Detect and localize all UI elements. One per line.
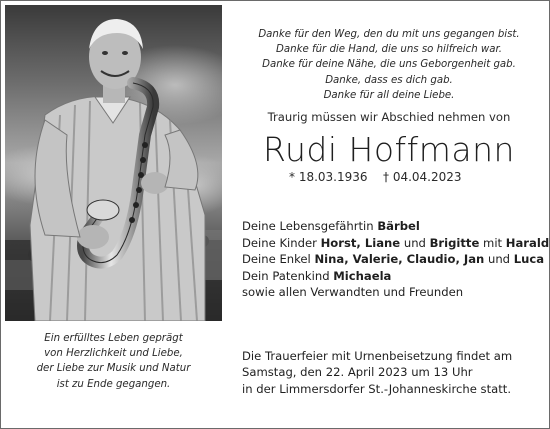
mourner-name: Horst, Liane: [320, 235, 401, 250]
conjunction: mit: [479, 235, 506, 250]
mourner-name: Brigitte: [429, 235, 480, 250]
poem-line: Danke für all deine Liebe.: [323, 89, 455, 101]
death-date: † 04.04.2023: [383, 170, 462, 184]
mourners-list: [242, 218, 550, 301]
mourner-line-partner: [242, 218, 542, 235]
funeral-line: in der Limmersdorfer St.-Johanneskirche statt.: [242, 381, 512, 396]
poem-line: von Herzlichkeit und Liebe,: [44, 348, 183, 360]
mourner-name: Luca: [513, 252, 545, 267]
funeral-line: Samstag, den 22. April 2023 um 13 Uhr: [242, 365, 473, 380]
portrait-photo: [5, 5, 222, 321]
poem-line: Danke für den Weg, den du mit uns gegangen bist.: [258, 29, 520, 40]
mourner-relation: Deine Kinder: [242, 235, 321, 250]
intro-text: Traurig müssen wir Abschied nehmen von: [267, 110, 511, 124]
poem-line: Ein erfülltes Leben geprägt: [44, 333, 183, 344]
mourner-relation: Deine Lebensgefährtin: [242, 219, 378, 233]
saxophonist-illustration: [5, 5, 222, 321]
funeral-line: Die Trauerfeier mit Urnenbeisetzung findet am: [242, 349, 513, 363]
funeral-info: [242, 348, 542, 397]
mourner-relation: Deine Enkel: [242, 252, 315, 267]
conjunction: und: [400, 235, 430, 250]
mourner-line-grandchildren: [242, 251, 545, 268]
poem-line: Danke für deine Nähe, die uns Geborgenheit gab.: [262, 59, 516, 71]
farewell-poem: [231, 27, 547, 103]
conjunction: und: [484, 252, 514, 267]
poem-line: ist zu Ende gegangen.: [56, 378, 171, 390]
mourner-line-others: sowie allen Verwandten und Freunden: [242, 285, 464, 300]
life-tribute-poem: [5, 331, 222, 392]
birth-date: * 18.03.1936: [289, 170, 368, 184]
mourner-name: Nina, Valerie, Claudio, Jan: [314, 252, 485, 267]
poem-line: Danke für die Hand, die uns so hilfreich war.: [276, 44, 502, 56]
poem-line: Danke, dass es dich gab.: [325, 74, 453, 86]
deceased-name: Rudi Hoffmann: [263, 130, 515, 169]
mourner-name: Bärbel: [377, 219, 420, 233]
mourner-line-godchild: [242, 268, 542, 285]
mourner-line-children: [242, 235, 550, 252]
mourner-name: Michaela: [333, 268, 392, 283]
mourner-relation: Dein Patenkind: [242, 268, 334, 283]
mourner-name: Harald: [505, 235, 550, 250]
poem-line: der Liebe zur Musik und Natur: [36, 363, 191, 375]
